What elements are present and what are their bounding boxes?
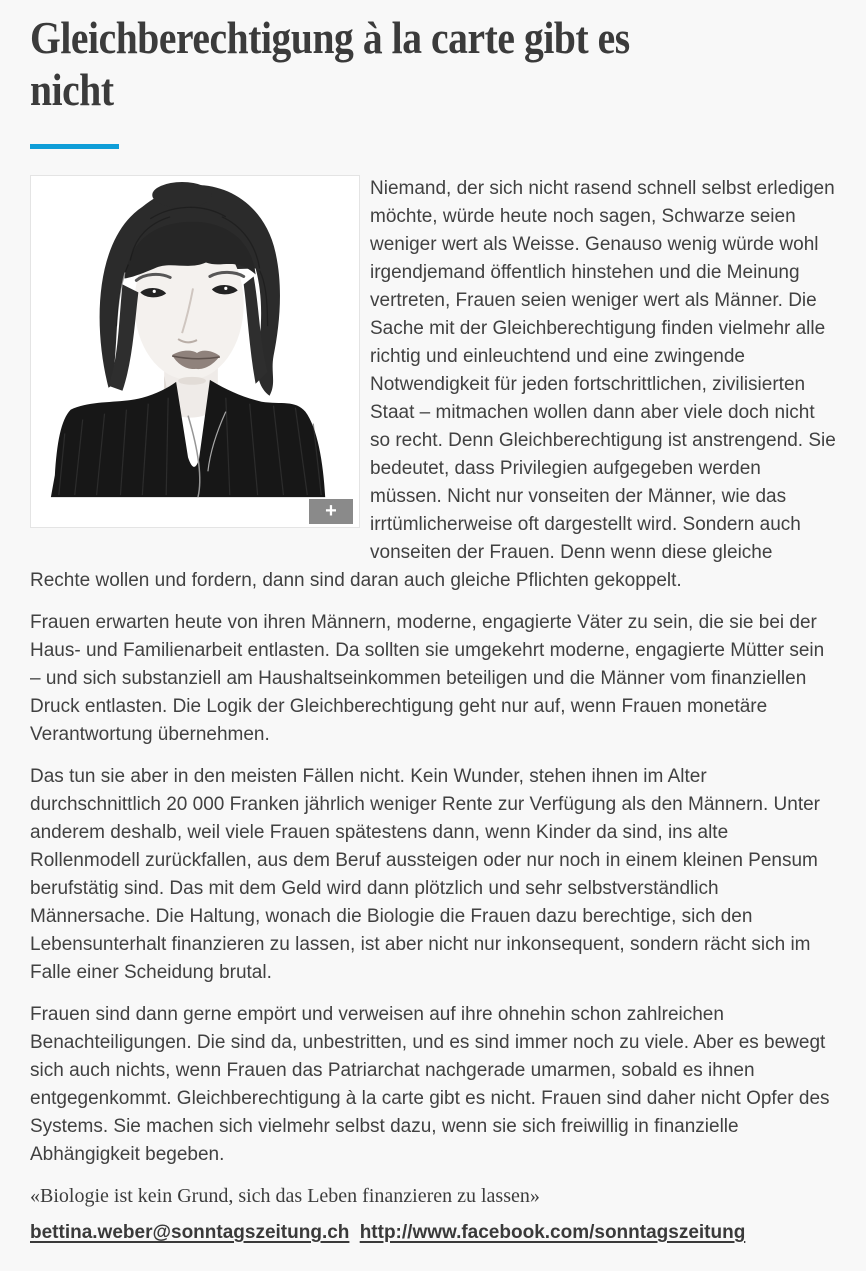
author-email-link[interactable]: bettina.weber@sonntagszeitung.ch — [30, 1222, 350, 1243]
pull-quote: «Biologie ist kein Grund, sich das Leben finanzieren zu lassen» — [30, 1185, 540, 1207]
page-title — [30, 12, 723, 116]
headline-line-2: nicht — [30, 64, 114, 115]
paragraph-4: Frauen sind dann gerne empört und verweisen auf ihre ohnehin schon zahlreichen Benachteiligungen. Die sind da, unbestritten, und es sind immer noch zu viele. Aber es bewegt sich auch nichts, wenn Frauen das Patriarchat nachgerade umarmen, sobald es ihnen entgegenkommt. Gleichberechtigung à la carte gibt es nicht. Frauen sind daher nicht Opfer des Systems. Sie machen sich vielmehr selbst dazu, wenn sie sich freiwillig in finanzielle Abhängigkeit begeben. — [30, 1004, 830, 1165]
accent-bar — [30, 144, 119, 149]
headline-line-1: Gleichberechtigung à la carte gibt es — [30, 12, 630, 63]
facebook-link[interactable]: http://www.facebook.com/sonntagszeitung — [359, 1222, 746, 1243]
paragraph-3: Das tun sie aber in den meisten Fällen nicht. Kein Wunder, stehen ihnen im Alter durchschnittlich 20 000 Franken jährlich weniger Rente zur Verfügung als den Männern. Unter anderem deshalb, weil viele Frauen spätestens dann, wenn Kinder da sind, ins alte Rollenmodell zurückfallen, aus dem Beruf aussteigen oder nur noch in einem kleinen Pensum berufstätig sind. Das mit dem Geld wird dann plötzlich und sehr selbstverständlich Männersache. Die Haltung, wonach die Biologie die Frauen dazu berechtige, sich den Lebensunterhalt finanzieren zu lassen, ist aber nicht nur inkonsequent, sondern rächt sich im Falle einer Scheidung brutal. — [30, 766, 821, 983]
plus-icon: + — [325, 500, 337, 522]
footer-links — [30, 1221, 836, 1245]
author-portrait — [30, 175, 360, 528]
author-portrait-sketch-image — [31, 176, 359, 527]
paragraph-2: Frauen erwarten heute von ihren Männern, moderne, engagierte Väter zu sein, die sie bei der Haus- und Familienarbeit entlasten. Da sollten sie umgekehrt moderne, engagierte Mütter sein – und sich substanziell am Haushaltseinkommen beteiligen und die Männer vom finanziellen Druck entlasten. Die Logik der Gleichberechtigung geht nur auf, wenn Frauen monetäre Verantwortung übernehmen. — [30, 612, 825, 745]
paragraph-1: Niemand, der sich nicht rasend schnell selbst erledigen möchte, würde heute noch sagen, Schwarze seien weniger wert als Weisse. Genauso wenig würde wohl irgendjemand öffentlich hinstehen und die Meinung vertreten, Frauen seien weniger wert als Männer. Die Sache mit der Gleichberechtigung finden vielmehr alle richtig und einleuchtend und eine zwingende Notwendigkeit für jeden fortschrittlichen, zivilisierten Staat – mitmachen wollen dann aber viele doch nicht so recht. Denn Gleichberechtigung ist anstrengend. Sie bedeutet, dass Privilegien aufgegeben werden müssen. Nicht nur vonseiten der Männer, wie das irrtümlicherweise oft dargestellt wird. Sondern auch vonseiten der Frauen. Denn wenn diese gleiche Rechte wollen und fordern, dann sind daran auch gleiche Pflichten gekoppelt. — [30, 178, 836, 591]
article-body — [30, 175, 836, 1245]
expand-image-button[interactable] — [309, 499, 353, 524]
